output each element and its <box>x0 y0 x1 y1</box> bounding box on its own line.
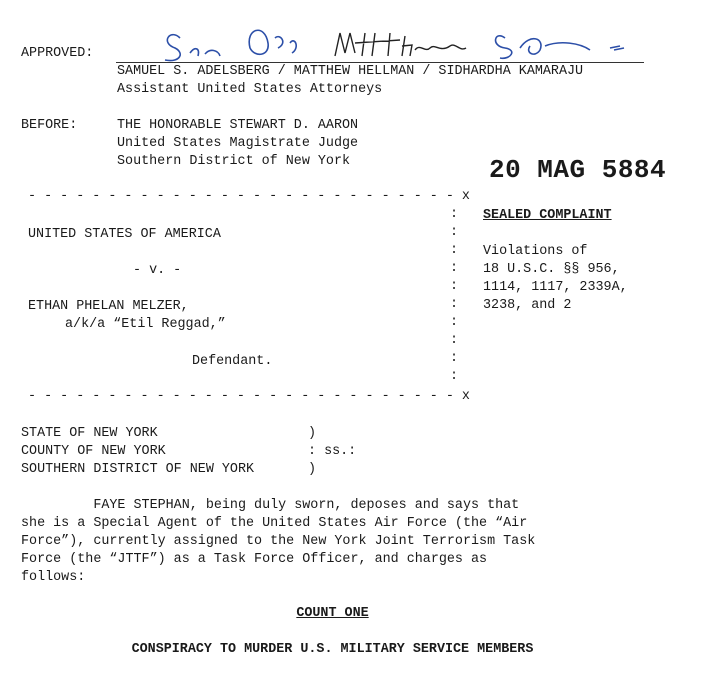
approved-label: APPROVED: <box>21 46 94 61</box>
paragraph-line: Force (the “JTTF”) as a Task Force Officer, and charges as <box>21 552 488 567</box>
violations-line: 3238, and 2 <box>483 298 572 313</box>
paragraph-line: FAYE STEPHAN, being duly sworn, deposes and says that <box>21 498 520 513</box>
paragraph-line: Force”), currently assigned to the New York Joint Terrorism Task <box>21 534 536 549</box>
venue-paren: ) <box>308 426 317 441</box>
caption-colon: : <box>450 315 459 330</box>
venue-paren: ) <box>308 462 317 477</box>
judge-name: THE HONORABLE STEWART D. AARON <box>117 118 359 133</box>
judge-title: United States Magistrate Judge <box>117 136 359 151</box>
caption-colon: : <box>450 333 459 348</box>
caption-colon: : <box>450 225 459 240</box>
caption-colon: : <box>450 243 459 258</box>
count-heading: COUNT ONE <box>296 606 369 621</box>
attorney-names: SAMUEL S. ADELSBERG / MATTHEW HELLMAN / SIDHARDHA KAMARAJU <box>117 64 584 79</box>
case-number: 20 MAG 5884 <box>489 155 667 185</box>
attorney-signatures <box>150 18 650 68</box>
defendant-name: ETHAN PHELAN MELZER, <box>28 299 189 314</box>
defendant-label: Defendant. <box>192 354 273 369</box>
caption-colon: : <box>450 261 459 276</box>
court-district: Southern District of New York <box>117 154 351 169</box>
plaintiff-name: UNITED STATES OF AMERICA <box>28 227 221 242</box>
versus-label: - v. - <box>133 263 182 278</box>
violations-line: 18 U.S.C. §§ 956, <box>483 262 620 277</box>
venue-district: SOUTHERN DISTRICT OF NEW YORK <box>21 462 255 477</box>
caption-colon: : <box>450 351 459 366</box>
caption-rule-top: - - - - - - - - - - - - - - - - - - - - - - - - - - - x <box>28 189 470 204</box>
caption-colon: : <box>450 369 459 384</box>
caption-colon: : <box>450 297 459 312</box>
paragraph-line: follows: <box>21 570 86 585</box>
attorney-title: Assistant United States Attorneys <box>117 82 383 97</box>
defendant-alias: a/k/a “Etil Reggad,” <box>65 317 226 332</box>
before-label: BEFORE: <box>21 118 78 133</box>
count-subheading: CONSPIRACY TO MURDER U.S. MILITARY SERVICE MEMBERS <box>131 642 534 657</box>
venue-state: STATE OF NEW YORK <box>21 426 158 441</box>
affidavit-paragraph <box>21 497 661 587</box>
paragraph-line: she is a Special Agent of the United States Air Force (the “Air <box>21 516 528 531</box>
violations-line: 1114, 1117, 2339A, <box>483 280 628 295</box>
venue-ss: : ss.: <box>308 444 357 459</box>
violations-line: Violations of <box>483 244 588 259</box>
complaint-title: SEALED COMPLAINT <box>483 208 612 223</box>
caption-colon: : <box>450 279 459 294</box>
venue-county: COUNTY OF NEW YORK <box>21 444 166 459</box>
caption-colon: : <box>450 207 459 222</box>
caption-rule-bottom: - - - - - - - - - - - - - - - - - - - - - - - - - - - x <box>28 389 470 404</box>
